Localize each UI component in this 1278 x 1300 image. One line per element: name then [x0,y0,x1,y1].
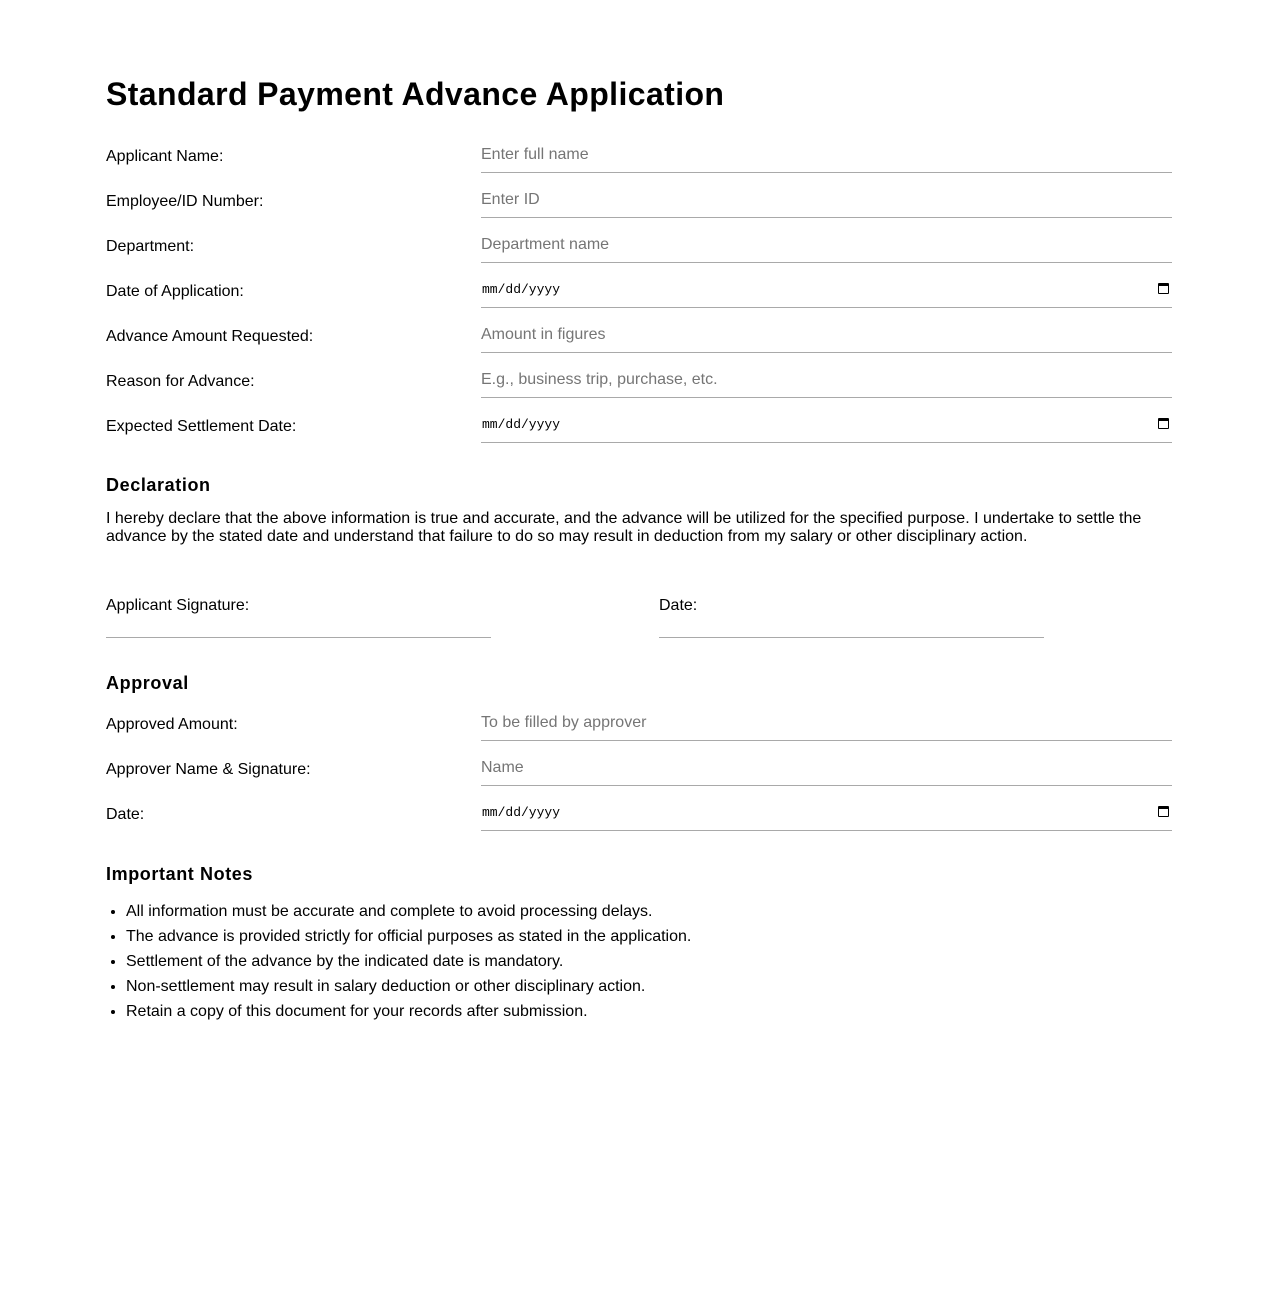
applicant-name-label: Applicant Name: [106,148,224,165]
approval-heading: Approval [106,673,189,693]
signature-date-label: Date: [659,597,698,614]
application-date-row [106,263,1172,308]
employee-id-label: Employee/ID Number: [106,193,264,210]
notes-heading: Important Notes [106,864,254,884]
applicant-signature-block [106,596,491,638]
settlement-date-value: mm/dd/yyyy [482,417,561,432]
approver-name-label: Approver Name & Signature: [106,761,311,778]
list-item: • Settlement of the advance by the indicated date is mandatory. [126,949,1172,974]
calendar-icon[interactable] [1158,806,1169,817]
declaration-text: I hereby declare that the above information is true and accurate, and the advance will be utilized for the specified purpose. I undertake to settle the advance by the stated date and understand that failure to do so may result in deduction from my salary or other disciplinary action. [106,510,1142,545]
applicant-name-row [106,128,1172,173]
applicant-name-field-wrap [481,138,1172,173]
department-field-wrap [481,228,1172,263]
page-title: Standard Payment Advance Application [106,76,725,112]
approved-amount-input[interactable] [481,706,1172,739]
approved-amount-label: Approved Amount: [106,716,238,733]
employee-id-field-wrap [481,183,1172,218]
reason-field-wrap [481,363,1172,398]
signature-row [106,596,1172,638]
approval-date-row [106,786,1172,831]
applicant-signature-line [106,637,491,638]
advance-amount-field-wrap [481,318,1172,353]
signature-date-line [659,637,1044,638]
advance-amount-input[interactable] [481,318,1172,351]
list-item: • Retain a copy of this document for your records after submission. [126,999,1172,1024]
settlement-date-label: Expected Settlement Date: [106,418,297,435]
approval-date-input[interactable] [481,796,1172,831]
list-item: • Non-settlement may result in salary deduction or other disciplinary action. [126,974,1172,999]
application-form [106,0,1172,1024]
approver-name-field-wrap [481,751,1172,786]
approved-amount-row [106,696,1172,741]
approval-date-label: Date: [106,806,145,823]
notes-list [106,899,1172,1024]
advance-amount-label: Advance Amount Requested: [106,328,314,345]
employee-id-row [106,173,1172,218]
application-date-input[interactable] [481,273,1172,308]
reason-row [106,353,1172,398]
approver-name-input[interactable] [481,751,1172,784]
applicant-signature-label: Applicant Signature: [106,597,250,614]
reason-label: Reason for Advance: [106,373,255,390]
department-input[interactable] [481,228,1172,261]
list-item: • All information must be accurate and complete to avoid processing delays. [126,899,1172,924]
list-item: • The advance is provided strictly for official purposes as stated in the application. [126,924,1172,949]
employee-id-input[interactable] [481,183,1172,216]
settlement-date-input[interactable] [481,408,1172,443]
advance-amount-row [106,308,1172,353]
calendar-icon[interactable] [1158,283,1169,294]
department-label: Department: [106,238,195,255]
applicant-name-input[interactable] [481,138,1172,171]
application-date-label: Date of Application: [106,283,244,300]
reason-input[interactable] [481,363,1172,396]
calendar-icon[interactable] [1158,418,1169,429]
application-date-value: mm/dd/yyyy [482,282,561,297]
department-row [106,218,1172,263]
settlement-date-row [106,398,1172,443]
approved-amount-field-wrap [481,706,1172,741]
approval-date-value: mm/dd/yyyy [482,805,561,820]
signature-date-block [659,596,1044,638]
approver-name-row [106,741,1172,786]
declaration-heading: Declaration [106,475,211,495]
